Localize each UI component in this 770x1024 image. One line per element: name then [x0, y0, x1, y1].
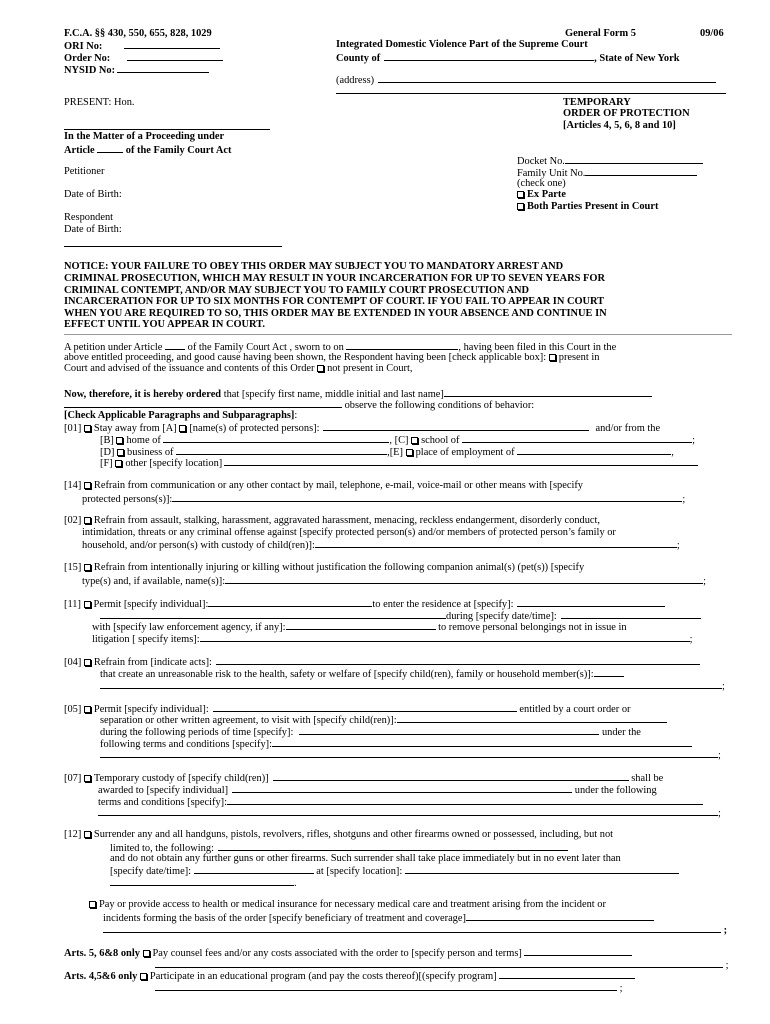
county-field[interactable] [336, 51, 680, 65]
petition-line-3[interactable] [64, 363, 413, 375]
p07-semicolon: ; [718, 808, 721, 819]
present-judge: PRESENT: Hon. [64, 97, 135, 108]
p11-semicolon: ; [689, 634, 693, 645]
notice-rule [64, 334, 732, 335]
p05-semicolon: ; [718, 750, 721, 761]
fca-label: of the Family Court Act [125, 145, 232, 156]
p01-d-checkbox[interactable] [117, 449, 124, 456]
observe-conditions-text: observe the following conditions of behavior: [344, 400, 535, 411]
paragraph-12[interactable] [64, 829, 613, 841]
p14-semicolon: ; [682, 494, 686, 505]
order-title-3: [Articles 4, 5, 6, 8 and 10] [563, 120, 676, 131]
health-beneficiary-label: incidents forming the basis of the order [specify beneficiary of treatment and coverage] [103, 913, 466, 924]
health-insurance-item[interactable] [89, 899, 606, 911]
ori-label: ORI No: [64, 41, 103, 52]
nysid-label: NYSID No: [64, 65, 116, 76]
p01-home-label: home of [126, 435, 161, 446]
p01-f-row[interactable] [100, 456, 698, 470]
p01-business-label: business of [127, 447, 174, 458]
p05-line-5[interactable] [100, 748, 721, 762]
p01-checkbox[interactable] [84, 425, 91, 432]
notice-line-2: CRIMINAL PROSECUTION, WHICH MAY RESULT IN YOUR INCARCERATION FOR UP TO SEVEN YEARS FOR [64, 273, 605, 284]
p01-f-checkbox[interactable] [115, 460, 122, 467]
p01-stay-away-label: Stay away from [A] [93, 423, 177, 434]
p04-semicolon: ; [722, 681, 725, 692]
p11-permit-label: Permit [specify individual]: [93, 599, 209, 610]
p11-agency-label: with [specify law enforcement agency, if any]: [92, 622, 286, 633]
education-line-2[interactable] [155, 981, 623, 995]
p12-checkbox[interactable] [84, 831, 91, 838]
p12-number: [12] [64, 829, 82, 840]
p02-checkbox[interactable] [84, 517, 91, 524]
p07-number: [07] [64, 773, 82, 784]
county-label: County of [336, 53, 381, 64]
check-one: (check one) [517, 178, 566, 189]
notice-line-5: WHEN YOU ARE REQUIRED TO SO, THIS ORDER MAY BE EXTENDED IN YOUR ABSENCE AND CONTINUE IN [64, 308, 607, 319]
p14-text: Refrain from communication or any other contact by mail, telephone, e-mail, voice-mail or other means with [specify [93, 480, 583, 491]
address-field[interactable] [336, 73, 716, 87]
p01-employment-label: place of employment of [415, 447, 515, 458]
petition-advised-text: Court and advised of the issuance and contents of this Order [64, 363, 315, 374]
p07-awarded-label: awarded to [specify individual] [98, 785, 229, 796]
p15-number: [15] [64, 562, 82, 573]
statute-citation: F.C.A. §§ 430, 550, 655, 828, 1029 [64, 28, 212, 39]
arts-568-label: Arts. 5, 6&8 only [64, 948, 140, 959]
counsel-fees-semicolon: ; [725, 960, 729, 971]
petition-filed-text: , having been filed in this Court in the [458, 342, 617, 353]
order-title-2: ORDER OF PROTECTION [563, 108, 690, 119]
paragraph-14[interactable] [64, 480, 583, 492]
p05-periods-label: during the following periods of time [specify]: [100, 727, 294, 738]
p05-terms-label: following terms and conditions [specify]: [100, 739, 272, 750]
p01-school-label: school of [421, 435, 460, 446]
p02-text: Refrain from assault, stalking, harassment, aggravated harassment, menacing, reckless endangerment, disorderly conduct, [93, 515, 601, 526]
arts-456-label: Arts. 4,5&6 only [64, 971, 138, 982]
order-title-1: TEMPORARY [563, 97, 631, 108]
p01-f-letter: [F] [100, 458, 113, 469]
paragraph-02[interactable] [64, 515, 600, 527]
both-parties-checkbox[interactable] [517, 203, 524, 210]
present-in-court-checkbox[interactable] [549, 354, 556, 361]
p04-checkbox[interactable] [84, 659, 91, 666]
education-program-checkbox[interactable] [140, 973, 147, 980]
p01-protected-persons-label: [name(s) of protected persons]: [189, 423, 320, 434]
p11-number: [11] [64, 599, 81, 610]
p01-b-letter: [B] [100, 435, 114, 446]
p12-line-3: and do not obtain any further guns or other firearms. Such surrender shall take place immediately but in no event later than [110, 853, 621, 864]
p11-items-label: litigation [ specify items]: [92, 634, 200, 645]
p05-checkbox[interactable] [84, 706, 91, 713]
p14-protected-label: protected persons(s)]: [82, 494, 173, 505]
counsel-fees-text: Pay counsel fees and/or any costs associated with the order to [specify person and terms] [152, 948, 522, 959]
p01-and-or-label: and/or from the [595, 423, 661, 434]
p02-semicolon: ; [676, 540, 680, 551]
court-name: Integrated Domestic Violence Part of the Supreme Court [336, 39, 588, 50]
p01-b-checkbox[interactable] [116, 437, 123, 444]
order-label: Order No: [64, 53, 111, 64]
health-semicolon: ; [723, 925, 728, 936]
p05-number: [05] [64, 704, 82, 715]
p12-location-label: at [specify location]: [316, 866, 403, 877]
health-line-3[interactable] [103, 923, 727, 937]
p04-refrain-label: Refrain from [indicate acts]: [93, 657, 212, 668]
p02-line-3[interactable] [82, 538, 680, 552]
education-semicolon: ; [619, 983, 623, 994]
p04-number: [04] [64, 657, 82, 668]
p02-number: [02] [64, 515, 82, 526]
address-line-2[interactable] [336, 93, 726, 94]
p04-line-3[interactable] [100, 679, 725, 693]
p01-c-checkbox[interactable] [411, 437, 418, 444]
notice-line-3: CRIMINAL CONTEMPT, AND/OR MAY SUBJECT YOU TO FAMILY COURT PROSECUTION AND [64, 285, 530, 296]
both-parties-label: Both Parties Present in Court [527, 201, 659, 212]
nysid-field[interactable] [64, 63, 209, 77]
ordered-name-prompt: that [specify first name, middle initial and last name] [223, 389, 444, 400]
p05-visit-label: separation or other written agreement, to visit with [specify child(ren)]: [100, 715, 397, 726]
p11-checkbox[interactable] [84, 601, 91, 608]
p07-terms-label: terms and conditions [specify]: [98, 797, 227, 808]
form-date: 09/06 [700, 28, 724, 39]
p01-d-e-row[interactable]: [D] business of ,[E] place of employment of , [100, 447, 674, 458]
p07-line-4[interactable] [98, 806, 721, 820]
petition-article-text: A petition under Article [64, 342, 163, 353]
caption-bottom-rule [64, 246, 282, 247]
article-label: Article [64, 145, 95, 156]
p14-line-2[interactable] [82, 492, 685, 506]
p02-line-2: intimidation, threats or any criminal offense against [specify protected person(s) and/or members of protected person’s family or [82, 527, 616, 538]
p15-text: Refrain from intentionally injuring or killing without justification the following companion animal(s) (pet(s)) [specify [93, 562, 585, 573]
paragraph-15[interactable] [64, 562, 584, 574]
ex-parte-option[interactable] [517, 189, 566, 201]
p15-pet-label: type(s) and, if available, name(s)]: [82, 576, 226, 587]
present-in-court-label: present in [558, 352, 600, 363]
p14-number: [14] [64, 480, 82, 491]
p01-a-checkbox[interactable] [179, 425, 186, 432]
matter-line-1: In the Matter of a Proceeding under [64, 131, 225, 142]
form-name: General Form 5 [565, 28, 636, 39]
not-present-checkbox[interactable] [317, 365, 324, 372]
health-insurance-text: Pay or provide access to health or medical insurance for necessary medical care and treatment arising from the incident or [99, 899, 606, 910]
petitioner-label: Petitioner [64, 166, 105, 177]
matter-line-2[interactable] [64, 143, 231, 157]
respondent-label: Respondent [64, 212, 114, 223]
p15-semicolon: ; [703, 576, 706, 587]
p07-checkbox[interactable] [84, 775, 91, 782]
health-insurance-checkbox[interactable] [89, 901, 96, 908]
p01-number: [01] [64, 423, 82, 434]
p14-checkbox[interactable] [84, 482, 91, 489]
check-paragraphs-colon: : [294, 410, 298, 421]
p01-e-letter: ,[E] [387, 447, 403, 458]
p12-surrender-text: Surrender any and all handguns, pistols, revolvers, rifles, shotguns and other firearms owned or possessed, including, but not [93, 829, 614, 840]
p07-shall-be-label: shall be [631, 773, 664, 784]
p01-bc-semicolon: ; [692, 435, 695, 446]
p01-c-letter: , [C] [389, 435, 409, 446]
notice-line-1: NOTICE: YOUR FAILURE TO OBEY THIS ORDER MAY SUBJECT YOU TO MANDATORY ARREST AND [64, 261, 564, 272]
p01-e-checkbox[interactable] [406, 449, 413, 456]
notice-line-6: EFFECT UNTIL YOU APPEAR IN COURT. [64, 319, 265, 330]
caption-top-rule [64, 129, 270, 130]
notice-line-4: INCARCERATION FOR UP TO SIX MONTHS FOR CONTEMPT OF COURT. IF YOU FAIL TO APPEAR IN COURT [64, 296, 605, 307]
address-label: (address) [336, 75, 375, 86]
docket-label: Docket No. [517, 156, 565, 167]
p05-entitled-label: entitled by a court order or [519, 704, 631, 715]
counsel-fees-checkbox[interactable] [143, 950, 150, 957]
petition-sworn-text: of the Family Court Act , sworn to on [187, 342, 344, 353]
p11-remove-label: to remove personal belongings not in issue in [438, 622, 627, 633]
p11-residence-label: to enter the residence at [specify]: [372, 599, 514, 610]
p12-period: . [294, 878, 297, 889]
p12-line-5[interactable] [110, 876, 297, 890]
p12-limited-label: limited to, the following: [110, 843, 214, 854]
not-present-label: not present in Court, [327, 363, 413, 374]
ex-parte-checkbox[interactable] [517, 191, 524, 198]
ordered-heading: Now, therefore, it is hereby ordered [64, 389, 222, 400]
respondent-dob: Date of Birth: [64, 224, 122, 235]
p15-checkbox[interactable] [84, 564, 91, 571]
both-parties-option[interactable] [517, 201, 658, 213]
p01-other-label: other [specify location] [125, 458, 223, 469]
check-paragraphs-label: [Check Applicable Paragraphs and Subparagraphs] [64, 410, 295, 421]
p12-date-label: [specify date/time]: [110, 866, 192, 877]
p07-following-label: under the following [574, 785, 657, 796]
ex-parte-label: Ex Parte [527, 189, 566, 200]
p02-household-label: household, and/or person(s) with custody of child(ren)]: [82, 540, 315, 551]
education-program-text: Participate in an educational program (and pay the costs thereof)[(specify program] [149, 971, 497, 982]
p11-date-label: during [specify date/time]: [446, 611, 557, 622]
p04-risk-label: that create an unreasonable risk to the health, safety or welfare of [specify child(ren), family or household member(s)]: [100, 669, 594, 680]
p05-under-label: under the [601, 727, 641, 738]
p11-line-4[interactable] [92, 632, 693, 646]
p05-permit-label: Permit [specify individual]: [93, 704, 209, 715]
petitioner-dob: Date of Birth: [64, 189, 122, 200]
family-unit-label: Family Unit No. [517, 168, 586, 179]
state-label: , State of New York [594, 53, 680, 64]
p15-line-2[interactable] [82, 574, 706, 588]
p07-custody-label: Temporary custody of [specify child(ren)] [93, 773, 269, 784]
petition-good-cause-text: above entitled proceeding, and good cause having been shown, the Respondent having been [check applicable box]: [64, 352, 547, 363]
p01-d-letter: [D] [100, 447, 115, 458]
